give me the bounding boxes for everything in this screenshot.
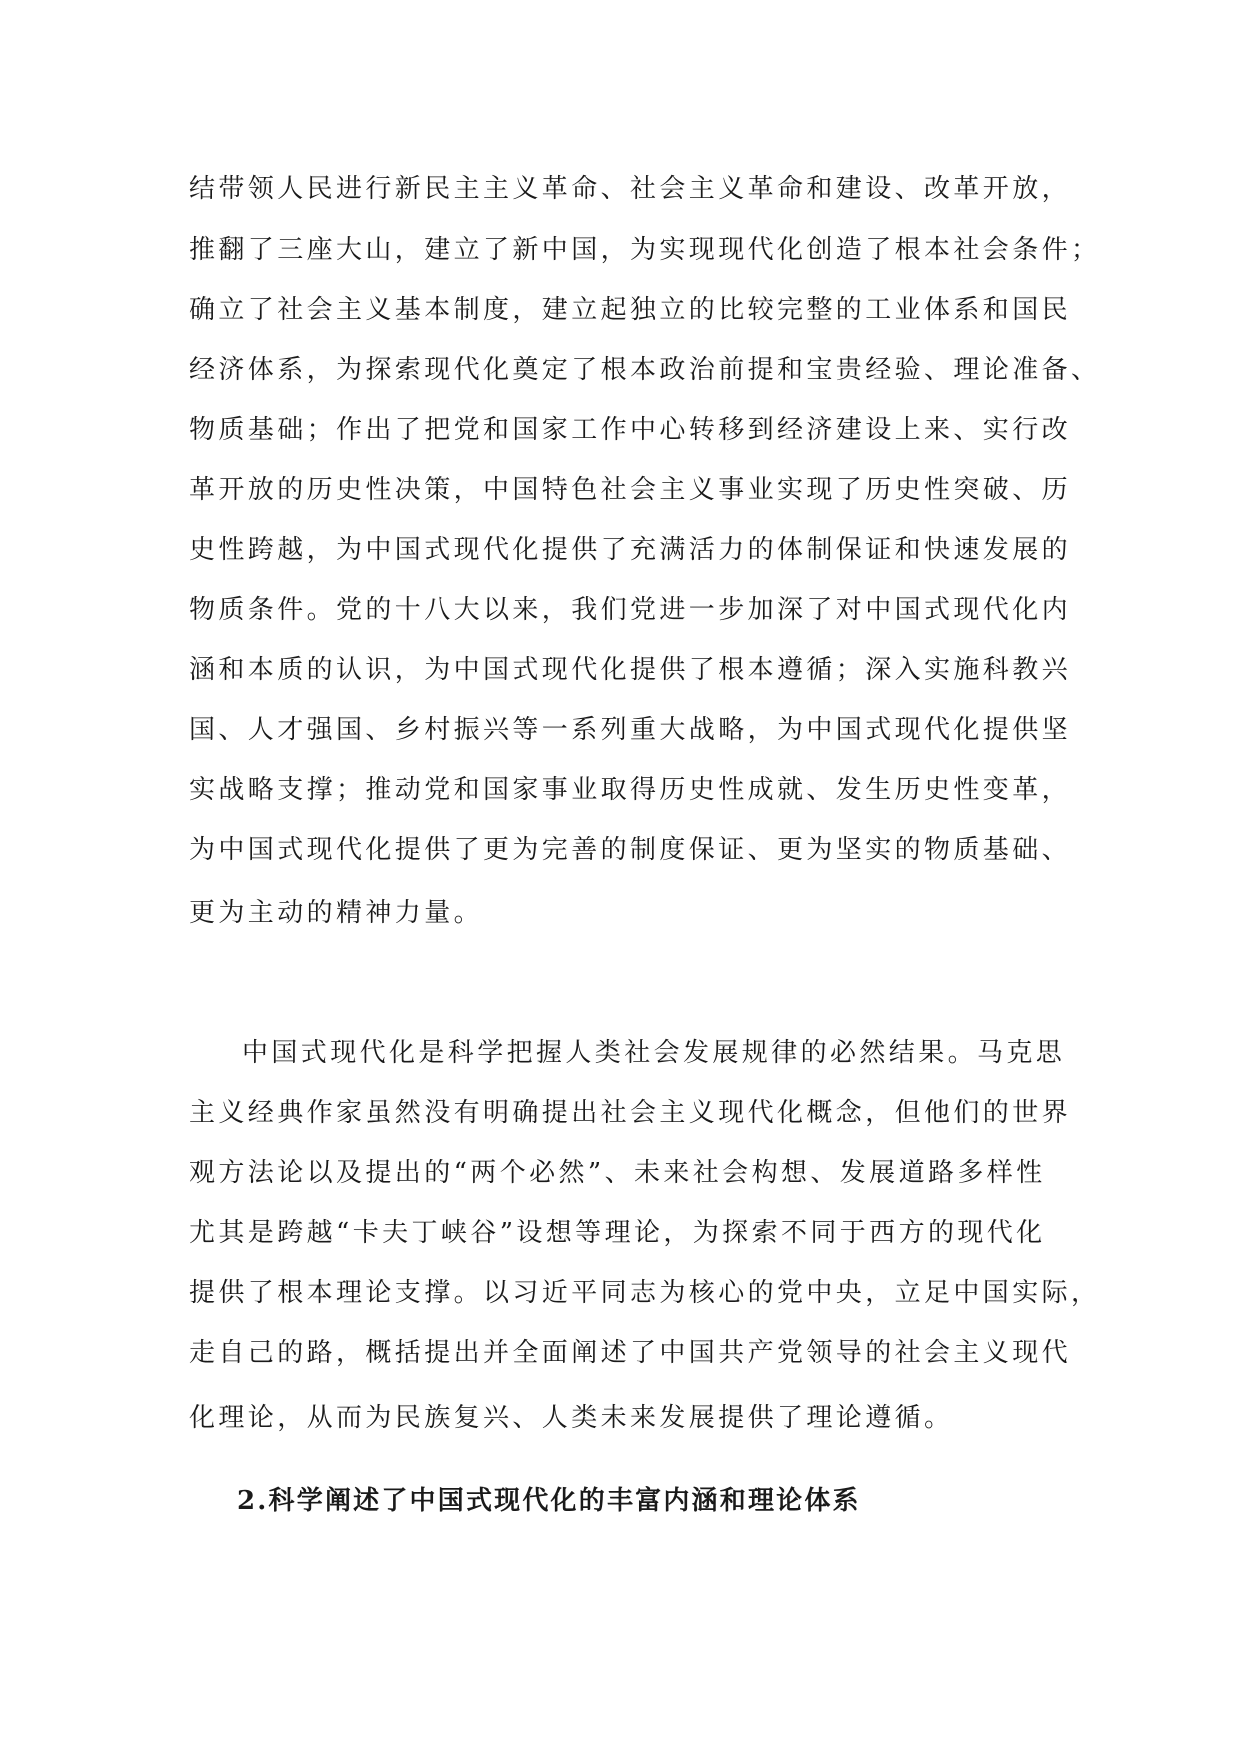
paragraph-1-line-8: 物质条件。党的十八大以来，我们党进一步加深了对中国式现代化内 — [189, 595, 1072, 625]
paragraph-2-line-1: 中国式现代化是科学把握人类社会发展规律的必然结果。马克思 — [242, 1038, 1066, 1068]
paragraph-1-line-10: 国、人才强国、乡村振兴等一系列重大战略，为中国式现代化提供坚 — [189, 715, 1072, 745]
paragraph-2-line-7: 化理论，从而为民族复兴、人类未来发展提供了理论遵循。 — [189, 1403, 954, 1433]
paragraph-1-line-2: 推翻了三座大山，建立了新中国，为实现现代化创造了根本社会条件； — [189, 235, 1101, 265]
paragraph-2-line-3: 观方法论以及提出的“两个必然”、未来社会构想、发展道路多样性 — [189, 1158, 1046, 1188]
paragraph-1-line-5: 物质基础；作出了把党和国家工作中心转移到经济建设上来、实行改 — [189, 415, 1072, 445]
paragraph-2-line-6: 走自己的路，概括提出并全面阐述了中国共产党领导的社会主义现代 — [189, 1338, 1072, 1368]
paragraph-1-line-13: 更为主动的精神力量。 — [189, 898, 484, 928]
paragraph-1-line-1: 结带领人民进行新民主主义革命、社会主义革命和建设、改革开放， — [189, 174, 1072, 204]
paragraph-2-line-5: 提供了根本理论支撑。以习近平同志为核心的党中央，立足中国实际， — [189, 1278, 1101, 1308]
paragraph-2-line-2: 主义经典作家虽然没有明确提出社会主义现代化概念，但他们的世界 — [189, 1098, 1072, 1128]
paragraph-1-line-3: 确立了社会主义基本制度，建立起独立的比较完整的工业体系和国民 — [189, 295, 1072, 325]
paragraph-1-line-9: 涵和本质的认识，为中国式现代化提供了根本遵循；深入实施科教兴 — [189, 655, 1072, 685]
paragraph-1-line-12: 为中国式现代化提供了更为完善的制度保证、更为坚实的物质基础、 — [189, 835, 1072, 865]
paragraph-1-line-7: 史性跨越，为中国式现代化提供了充满活力的体制保证和快速发展的 — [189, 535, 1072, 565]
paragraph-1-line-6: 革开放的历史性决策，中国特色社会主义事业实现了历史性突破、历 — [189, 475, 1072, 505]
paragraph-1-line-11: 实战略支撑；推动党和国家事业取得历史性成就、发生历史性变革， — [189, 775, 1072, 805]
section-heading: 2.科学阐述了中国式现代化的丰富内涵和理论体系 — [237, 1486, 861, 1516]
paragraph-2-line-4: 尤其是跨越“卡夫丁峡谷”设想等理论，为探索不同于西方的现代化 — [189, 1218, 1046, 1248]
paragraph-1-line-4: 经济体系，为探索现代化奠定了根本政治前提和宝贵经验、理论准备、 — [189, 355, 1101, 385]
